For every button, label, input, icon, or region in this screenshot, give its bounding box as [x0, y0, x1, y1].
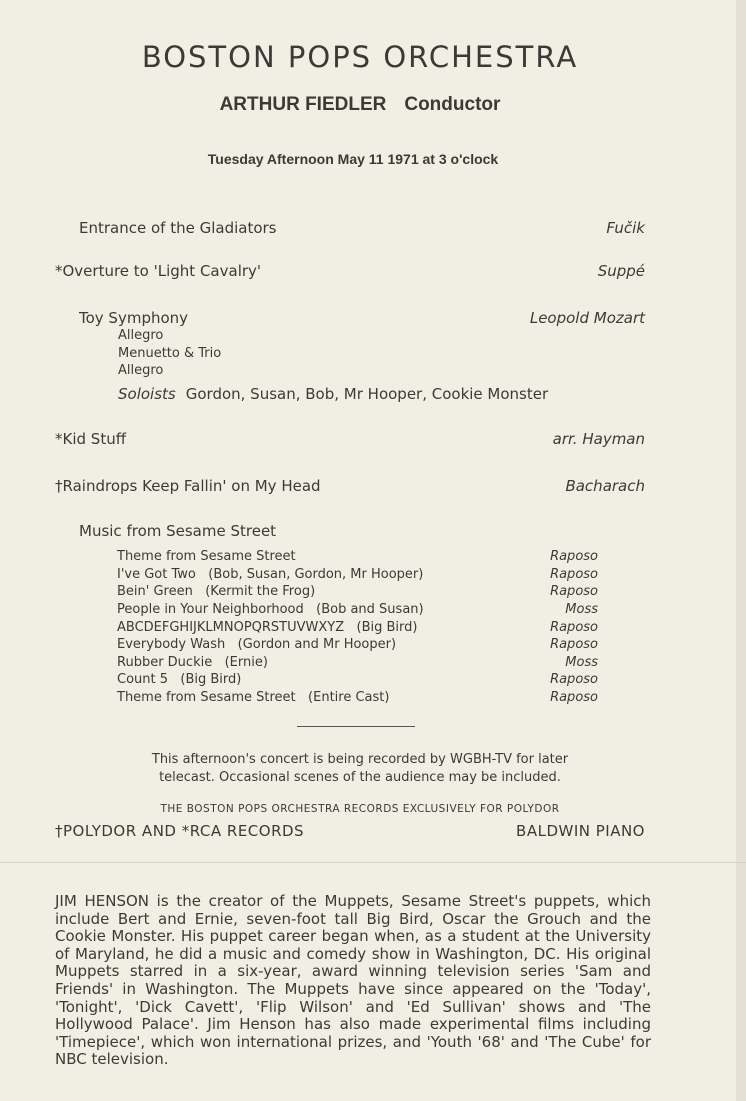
- song-composer: Raposo: [550, 567, 598, 582]
- program-title: Toy Symphony: [79, 309, 189, 327]
- song-composer: Raposo: [550, 620, 598, 635]
- recording-note-line: This afternoon's concert is being recorded by WGBH-TV for later: [151, 752, 569, 767]
- song-title: Theme from Sesame Street: [117, 549, 296, 564]
- concert-date: Tuesday Afternoon May 11 1971 at 3 o'clock: [207, 151, 499, 167]
- song-composer: Raposo: [550, 672, 598, 687]
- song-title: People in Your Neighborhood (Bob and Susan): [117, 602, 424, 617]
- program-title: Entrance of the Gladiators: [79, 219, 277, 237]
- record-labels: †POLYDOR AND *RCA RECORDS: [55, 822, 305, 840]
- page-title: BOSTON POPS ORCHESTRA: [141, 40, 579, 74]
- song-title: Theme from Sesame Street (Entire Cast): [117, 690, 390, 705]
- soloists-label: Soloists: [118, 385, 176, 403]
- program-title: *Overture to 'Light Cavalry': [55, 262, 262, 280]
- page-edge: [736, 0, 746, 1101]
- song-composer: Raposo: [550, 549, 598, 564]
- exclusive-note: THE BOSTON POPS ORCHESTRA RECORDS EXCLUSIVELY FOR POLYDOR: [160, 803, 560, 815]
- soloists-line: [118, 385, 548, 403]
- program-composer: Leopold Mozart: [529, 309, 645, 327]
- movement: Allegro: [118, 363, 164, 378]
- recording-note-line: telecast. Occasional scenes of the audience may be included.: [159, 770, 561, 785]
- song-title: Everybody Wash (Gordon and Mr Hooper): [117, 637, 397, 652]
- soloists-names: Gordon, Susan, Bob, Mr Hooper, Cookie Monster: [185, 385, 549, 403]
- song-title: ABCDEFGHIJKLMNOPQRSTUVWXYZ (Big Bird): [117, 620, 418, 635]
- song-composer: Raposo: [550, 637, 598, 652]
- movement: Menuetto & Trio: [118, 346, 222, 361]
- song-composer: Raposo: [550, 584, 598, 599]
- movement: Allegro: [118, 328, 164, 343]
- henson-bio: JIM HENSON is the creator of the Muppets, Sesame Street's puppets, which include Bert and Ernie, seven-foot tall Big Bird, Oscar the Grouch and the Cookie Monster. His puppet career began when, as a student at the University of Maryland, he did a music and comedy show in Washington, DC. His original Muppets starred in a six-year, award winning television series 'Sam and Friends' in Washington. The Muppets have since appeared on the 'Today', 'Tonight', 'Dick Cavett', 'Flip Wilson' and 'Ed Sullivan' shows and 'The Hollywood Palace'. Jim Henson has also made experimental films including 'Timepiece', which won international prizes, and 'Youth '68' and 'The Cube' for NBC television.: [55, 892, 651, 1069]
- section-separator: [0, 862, 746, 863]
- sesame-heading: Music from Sesame Street: [79, 522, 277, 540]
- program-composer: Suppé: [597, 262, 645, 280]
- song-title: Count 5 (Big Bird): [117, 672, 242, 687]
- song-title: Bein' Green (Kermit the Frog): [117, 584, 316, 599]
- conductor-name: ARTHUR FIEDLER: [219, 94, 387, 115]
- program-title: *Kid Stuff: [55, 430, 127, 448]
- song-composer: Moss: [565, 655, 598, 670]
- song-title: I've Got Two (Bob, Susan, Gordon, Mr Hooper): [117, 567, 424, 582]
- program-title: †Raindrops Keep Fallin' on My Head: [55, 477, 321, 495]
- song-composer: Raposo: [550, 690, 598, 705]
- program-composer: Fučik: [606, 219, 645, 237]
- conductor-line: [0, 94, 720, 116]
- program-composer: arr. Hayman: [552, 430, 645, 448]
- program-composer: Bacharach: [565, 477, 645, 495]
- song-composer: Moss: [565, 602, 598, 617]
- conductor-role: Conductor: [404, 94, 501, 115]
- piano-credit: BALDWIN PIANO: [516, 822, 645, 840]
- divider-rule: [297, 726, 415, 727]
- song-title: Rubber Duckie (Ernie): [117, 655, 268, 670]
